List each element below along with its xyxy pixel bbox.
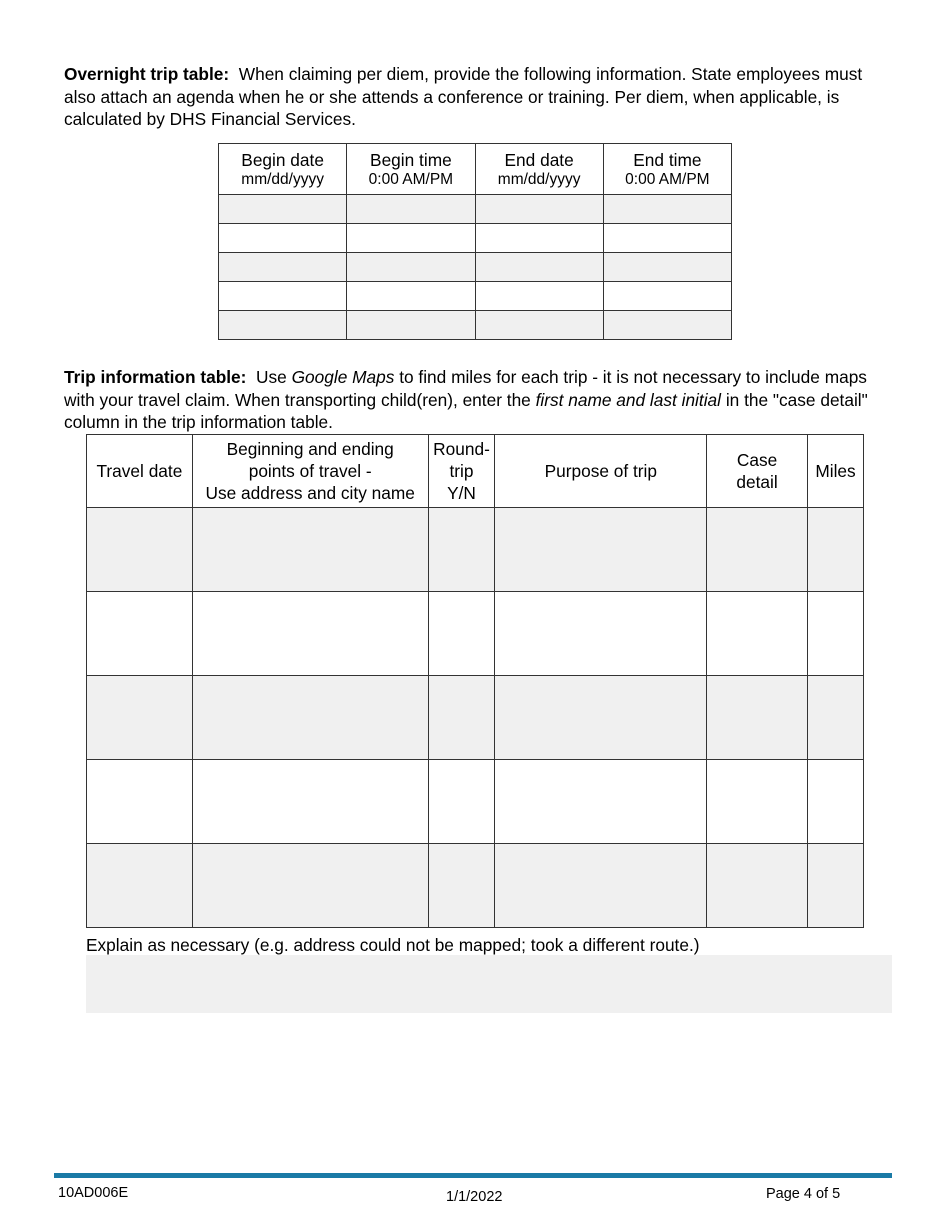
end-time-field[interactable] — [603, 224, 731, 253]
case-detail-field[interactable] — [707, 676, 808, 760]
points-of-travel-field[interactable] — [192, 592, 428, 676]
round-trip-field[interactable] — [428, 760, 495, 844]
case-detail-header: Case detail — [707, 435, 808, 508]
round-trip-field[interactable] — [428, 508, 495, 592]
overnight-row — [219, 224, 732, 253]
purpose-field[interactable] — [495, 592, 707, 676]
case-detail-field[interactable] — [707, 760, 808, 844]
begin-date-field[interactable] — [219, 311, 347, 340]
end-time-field[interactable] — [603, 282, 731, 311]
overnight-text: When claiming per diem, provide the following information. State employees must also attach an agenda when he or she attends a conference or training. Per diem, when applicable, is calculated by DHS Financial Services. — [64, 64, 863, 129]
miles-field[interactable] — [807, 760, 863, 844]
round-trip-field[interactable] — [428, 844, 495, 928]
begin-time-field[interactable] — [347, 282, 475, 311]
points-of-travel-field[interactable] — [192, 676, 428, 760]
end-date-field[interactable] — [475, 224, 603, 253]
case-detail-field[interactable] — [707, 844, 808, 928]
purpose-field[interactable] — [495, 760, 707, 844]
trip-info-instructions: Trip information table: Use Google Maps to find miles for each trip - it is not necessary to include maps with your travel claim. When transporting child(ren), enter the first name and last initial in the "case detail" column in the trip information table. — [64, 367, 868, 432]
travel-date-field[interactable] — [87, 676, 193, 760]
overnight-label: Overnight trip table: — [64, 64, 230, 84]
trip-row — [87, 844, 864, 928]
miles-field[interactable] — [807, 676, 863, 760]
begin-date-header: Begin date mm/dd/yyyy — [219, 144, 347, 195]
form-id: 10AD006E — [58, 1185, 129, 1201]
travel-date-field[interactable] — [87, 592, 193, 676]
explain-field[interactable] — [86, 955, 892, 1013]
begin-time-field[interactable] — [347, 224, 475, 253]
end-date-field[interactable] — [475, 282, 603, 311]
overnight-row — [219, 282, 732, 311]
overnight-instructions — [64, 63, 894, 131]
begin-date-field[interactable] — [219, 195, 347, 224]
purpose-field[interactable] — [495, 844, 707, 928]
miles-header: Miles — [807, 435, 863, 508]
begin-date-field[interactable] — [219, 224, 347, 253]
miles-field[interactable] — [807, 844, 863, 928]
end-time-field[interactable] — [603, 311, 731, 340]
begin-date-field[interactable] — [219, 253, 347, 282]
overnight-row — [219, 195, 732, 224]
purpose-field[interactable] — [495, 508, 707, 592]
points-of-travel-header: Beginning and ending points of travel - Use address and city name — [192, 435, 428, 508]
travel-date-field[interactable] — [87, 760, 193, 844]
trip-info-header-row — [87, 435, 864, 508]
case-detail-field[interactable] — [707, 508, 808, 592]
trip-info-label: Trip information table: — [64, 367, 247, 387]
trip-information-table — [86, 434, 864, 928]
round-trip-header: Round- trip Y/N — [428, 435, 495, 508]
purpose-field[interactable] — [495, 676, 707, 760]
points-of-travel-field[interactable] — [192, 508, 428, 592]
end-date-field[interactable] — [475, 195, 603, 224]
footer-rule — [54, 1173, 892, 1178]
points-of-travel-field[interactable] — [192, 760, 428, 844]
purpose-header: Purpose of trip — [495, 435, 707, 508]
begin-time-header: Begin time 0:00 AM/PM — [347, 144, 475, 195]
end-date-field[interactable] — [475, 253, 603, 282]
travel-date-header: Travel date — [87, 435, 193, 508]
points-of-travel-field[interactable] — [192, 844, 428, 928]
end-time-field[interactable] — [603, 253, 731, 282]
page-number: Page 4 of 5 — [766, 1186, 841, 1202]
end-time-header: End time 0:00 AM/PM — [603, 144, 731, 195]
round-trip-field[interactable] — [428, 592, 495, 676]
trip-row — [87, 676, 864, 760]
end-date-field[interactable] — [475, 311, 603, 340]
miles-field[interactable] — [807, 592, 863, 676]
end-time-field[interactable] — [603, 195, 731, 224]
explain-label: Explain as necessary (e.g. address could not be mapped; took a different route.) — [86, 935, 700, 955]
end-date-header: End date mm/dd/yyyy — [475, 144, 603, 195]
trip-row — [87, 760, 864, 844]
travel-date-field[interactable] — [87, 844, 193, 928]
begin-time-field[interactable] — [347, 195, 475, 224]
miles-field[interactable] — [807, 508, 863, 592]
overnight-row — [219, 311, 732, 340]
trip-row — [87, 508, 864, 592]
begin-time-field[interactable] — [347, 253, 475, 282]
begin-date-field[interactable] — [219, 282, 347, 311]
round-trip-field[interactable] — [428, 676, 495, 760]
form-date: 1/1/2022 — [446, 1189, 503, 1205]
overnight-trip-table — [218, 143, 732, 340]
travel-date-field[interactable] — [87, 508, 193, 592]
overnight-header-row — [219, 144, 732, 195]
case-detail-field[interactable] — [707, 592, 808, 676]
overnight-row — [219, 253, 732, 282]
begin-time-field[interactable] — [347, 311, 475, 340]
trip-row — [87, 592, 864, 676]
